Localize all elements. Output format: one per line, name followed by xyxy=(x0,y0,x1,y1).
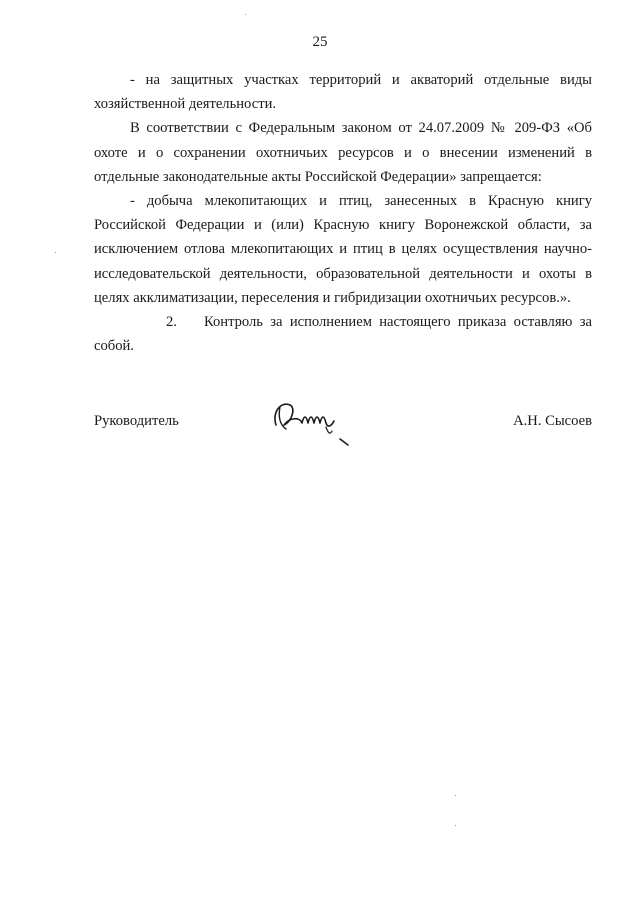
paragraph-red-book-prohibition: - добыча млекопитающих и птиц, занесенных в Красную книгу Российской Федерации и (или) Красную книгу Воронежской области, за исключением отлова млекопитающих и птиц в целях осуществления научно-исследовательской деятельности, образовательной деятельности и охоты в целях акклиматизации, переселения и гибридизации охотничьих ресурсов.». xyxy=(94,193,592,306)
item-2-control xyxy=(94,310,592,358)
scan-speck xyxy=(455,825,456,826)
handwritten-signature xyxy=(266,395,356,455)
item-2-number: 2. xyxy=(166,314,177,331)
scan-speck xyxy=(245,14,246,15)
paragraph-federal-law: В соответствии с Федеральным законом от 24.07.2009 № 209-ФЗ «Об охоте и о сохранении охотничьих ресурсов и о внесении изменений в отдельные законодательные акты Российской Федерации» запрещается: xyxy=(94,120,592,185)
signatory-name: А.Н. Сысоев xyxy=(513,413,592,429)
scan-speck xyxy=(455,795,456,796)
signatory-title: Руководитель xyxy=(94,413,179,429)
scan-speck xyxy=(55,252,56,253)
paragraph-protected-areas: - на защитных участках территорий и акваторий отдельные виды хозяйственной деятельности. xyxy=(94,72,592,113)
page-number: 25 xyxy=(312,34,328,50)
document-body xyxy=(94,68,592,358)
item-2-text: Контроль за исполнением настоящего приказа оставляю за собой. xyxy=(94,314,592,355)
signature-block xyxy=(94,413,592,443)
